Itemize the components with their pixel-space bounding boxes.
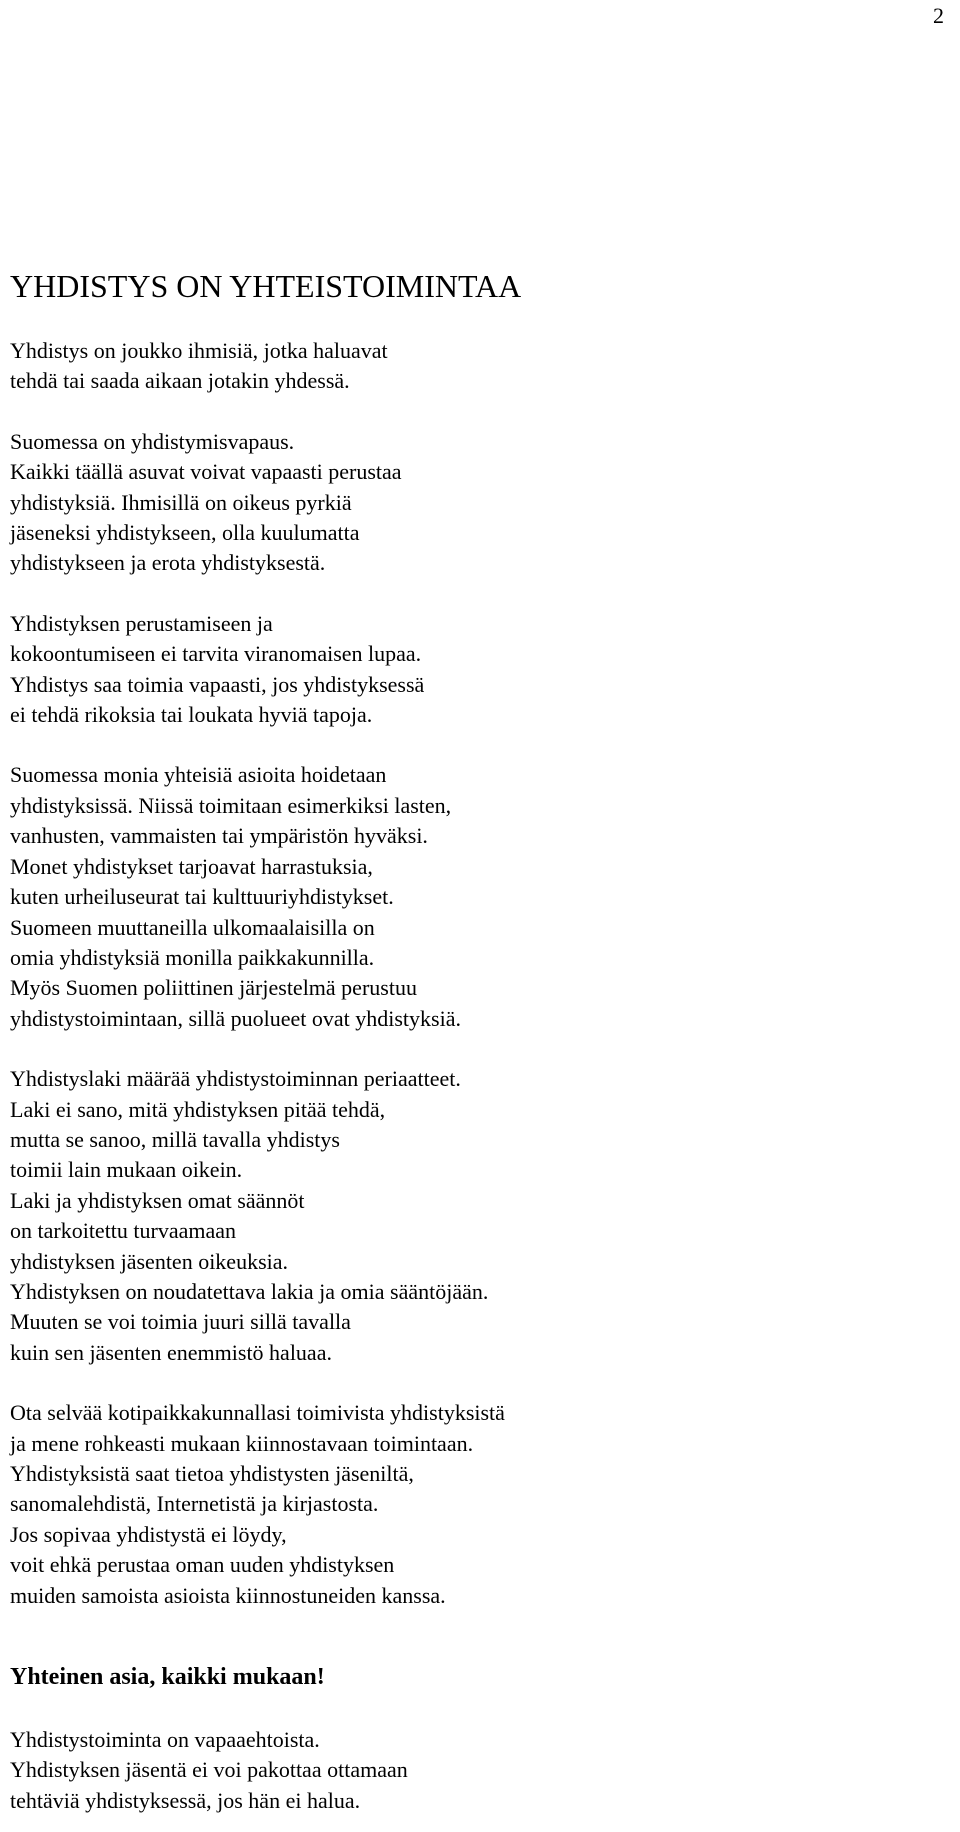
spacer: [10, 397, 940, 427]
text-line: mutta se sanoo, millä tavalla yhdistys: [10, 1126, 340, 1152]
text-line: voit ehkä perustaa oman uuden yhdistyksen: [10, 1552, 395, 1578]
text-line: Yhdistys on joukko ihmisiä, jotka haluavat: [10, 338, 388, 363]
text-line: tehdä tai saada aikaan jotakin yhdessä.: [10, 368, 350, 394]
text-line: Yhdistyksistä saat tietoa yhdistysten jäseniltä,: [10, 1461, 414, 1486]
text-line: Yhdistyksen perustamiseen ja: [10, 610, 273, 636]
text-line: yhdistykseen ja erota yhdistyksestä.: [10, 550, 326, 576]
document-body: [10, 336, 940, 1816]
text-line: Jos sopivaa yhdistystä ei löydy,: [10, 1521, 287, 1547]
text-line: kokoontumiseen ei tarvita viranomaisen lupaa.: [10, 641, 422, 667]
paragraph-find-out: [10, 1398, 940, 1611]
paragraph-founding: [10, 609, 940, 731]
text-line: Suomessa monia yhteisiä asioita hoidetaan: [10, 762, 387, 788]
text-line: Yhdistyksen jäsentä ei voi pakottaa ottamaan: [10, 1757, 408, 1783]
text-line: sanomalehdistä, Internetistä ja kirjastosta.: [10, 1491, 379, 1517]
text-line: Muuten se voi toimia juuri sillä tavalla: [10, 1309, 351, 1335]
paragraph-association-law: [10, 1064, 940, 1368]
spacer: [10, 730, 940, 760]
section-subheading: Yhteinen asia, kaikki mukaan!: [10, 1664, 325, 1691]
text-line: Laki ja yhdistyksen omat säännöt: [10, 1187, 305, 1213]
text-line: kuten urheiluseurat tai kulttuuriyhdistykset.: [10, 884, 394, 910]
spacer: [10, 1368, 940, 1398]
text-line: yhdistyksissä. Niissä toimitaan esimerkiksi lasten,: [10, 792, 452, 818]
text-line: Myös Suomen poliittinen järjestelmä perustuu: [10, 975, 417, 1001]
text-line: Yhdistyslaki määrää yhdistystoiminnan periaatteet.: [10, 1066, 461, 1092]
text-line: Yhdistys saa toimia vapaasti, jos yhdistyksessä: [10, 671, 425, 697]
paragraph-freedom-of-association: [10, 427, 940, 579]
paragraph-definition: [10, 336, 940, 397]
text-line: muiden samoista asioista kiinnostuneiden kanssa.: [10, 1582, 446, 1608]
text-line: tehtäviä yhdistyksessä, jos hän ei halua.: [10, 1787, 361, 1813]
page-number: 2: [933, 3, 944, 28]
text-line: ja mene rohkeasti mukaan kiinnostavaan toimintaan.: [10, 1430, 474, 1456]
text-line: omia yhdistyksiä monilla paikkakunnilla.: [10, 944, 375, 970]
paragraph-voluntary: [10, 1725, 940, 1816]
text-line: kuin sen jäsenten enemmistö haluaa.: [10, 1339, 332, 1365]
text-line: toimii lain mukaan oikein.: [10, 1157, 243, 1183]
text-line: vanhusten, vammaisten tai ympäristön hyväksi.: [10, 823, 428, 849]
text-line: Kaikki täällä asuvat voivat vapaasti perustaa: [10, 459, 402, 485]
text-line: Yhdistyksen on noudatettava lakia ja omia sääntöjään.: [10, 1278, 489, 1304]
text-line: Monet yhdistykset tarjoavat harrastuksia,: [10, 853, 373, 879]
text-line: jäseneksi yhdistykseen, olla kuulumatta: [10, 520, 360, 546]
text-line: yhdistyksiä. Ihmisillä on oikeus pyrkiä: [10, 489, 352, 515]
spacer: [10, 1034, 940, 1064]
text-line: Suomessa on yhdistymisvapaus.: [10, 428, 295, 454]
page-title: YHDISTYS ON YHTEISTOIMINTAA: [10, 268, 522, 304]
text-line: Yhdistystoiminta on vapaaehtoista.: [10, 1727, 320, 1753]
spacer: [10, 579, 940, 609]
spacer: [10, 1695, 940, 1725]
text-line: Suomeen muuttaneilla ulkomaalaisilla on: [10, 914, 375, 940]
text-line: ei tehdä rikoksia tai loukata hyviä tapoja.: [10, 702, 373, 728]
spacer: [10, 1611, 940, 1659]
text-line: yhdistystoimintaan, sillä puolueet ovat yhdistyksiä.: [10, 1005, 461, 1031]
text-line: Ota selvää kotipaikkakunnallasi toimivista yhdistyksistä: [10, 1400, 505, 1426]
text-line: Laki ei sano, mitä yhdistyksen pitää tehdä,: [10, 1096, 386, 1122]
text-line: on tarkoitettu turvaamaan: [10, 1218, 237, 1244]
text-line: yhdistyksen jäsenten oikeuksia.: [10, 1248, 289, 1274]
paragraph-common-matters: [10, 760, 940, 1034]
